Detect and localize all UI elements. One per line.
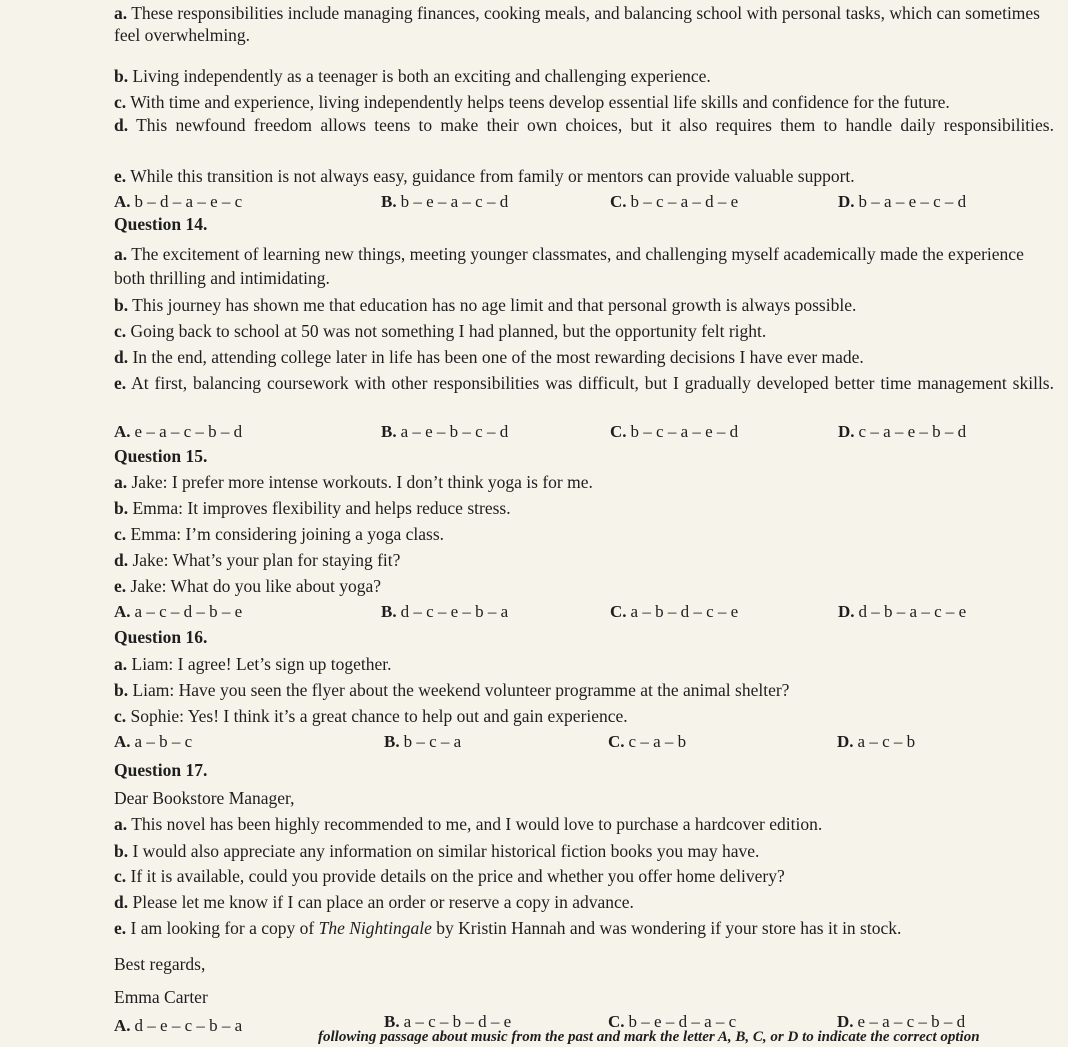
q16-option-b[interactable]: B. b – c – a [384,732,462,751]
q14-item-b: b. This journey has shown me that education has no age limit and that personal growth is always possible. [114,295,857,315]
q13-item-d: d. This newfound freedom allows teens to make their own choices, but it also requires them to handle daily responsibilities. [114,115,1054,135]
q15-option-b[interactable]: B. d – c – e – b – a [381,602,509,621]
footer-instruction: following passage about music from the past and mark the letter A, B, C, or D to indicate the correct option [318,1029,980,1045]
q17-item-e: e. I am looking for a copy of The Nightingale by Kristin Hannah and was wondering if your store has it in stock. [114,918,902,938]
q14-item-c: c. Going back to school at 50 was not something I had planned, but the opportunity felt right. [114,321,767,341]
q14-option-d[interactable]: D. c – a – e – b – d [838,422,967,441]
q16-option-a[interactable]: A. a – b – c [114,732,193,751]
q17-item-c: c. If it is available, could you provide details on the price and whether you offer home delivery? [114,866,785,886]
q13-option-c[interactable]: C. b – c – a – d – e [610,192,739,211]
q15-option-c[interactable]: C. a – b – d – c – e [610,602,739,621]
book-title: The Nightingale [318,918,432,938]
q16-option-c[interactable]: C. c – a – b [608,732,687,751]
q15-item-a: a. Jake: I prefer more intense workouts. I don’t think yoga is for me. [114,472,593,492]
q17-item-b: b. I would also appreciate any information on similar historical fiction books you may have. [114,841,760,861]
q13-option-b[interactable]: B. b – e – a – c – d [381,192,509,211]
q14-item-d: d. In the end, attending college later in life has been one of the most rewarding decisions I have ever made. [114,347,864,367]
q15-option-a[interactable]: A. a – c – d – b – e [114,602,243,621]
q16-item-a: a. Liam: I agree! Let’s sign up together. [114,654,392,674]
q13-item-a: a. These responsibilities include managing finances, cooking meals, and balancing school with personal tasks, which can sometimes feel overwhelming. [114,3,1040,45]
q13-item-c: c. With time and experience, living independently helps teens develop essential life skills and confidence for the future. [114,92,950,112]
q17-signature: Emma Carter [114,987,208,1007]
q17-option-c[interactable]: C. b – e – d – a – c [608,1012,737,1031]
q13-option-d[interactable]: D. b – a – e – c – d [838,192,967,211]
q14-item-e: e. At first, balancing coursework with other responsibilities was difficult, but I gradually developed better time management skills. [114,373,1054,393]
q15-heading: Question 15. [114,446,208,466]
q16-option-d[interactable]: D. a – c – b [837,732,916,751]
q13-item-e: e. While this transition is not always easy, guidance from family or mentors can provide valuable support. [114,166,855,186]
q15-option-d[interactable]: D. d – b – a – c – e [838,602,967,621]
q15-item-e: e. Jake: What do you like about yoga? [114,576,381,596]
q16-heading: Question 16. [114,627,208,647]
q17-closing: Best regards, [114,954,206,974]
q13-item-b: b. Living independently as a teenager is both an exciting and challenging experience. [114,66,711,86]
q15-item-c: c. Emma: I’m considering joining a yoga class. [114,524,445,544]
q13-option-a[interactable]: A. b – d – a – e – c [114,192,243,211]
q17-option-d[interactable]: D. e – a – c – b – d [837,1012,966,1031]
q17-option-b[interactable]: B. a – c – b – d – e [384,1012,512,1031]
q17-salutation: Dear Bookstore Manager, [114,788,295,808]
q17-item-a: a. This novel has been highly recommended to me, and I would love to purchase a hardcover edition. [114,814,823,834]
q17-heading: Question 17. [114,760,208,780]
q15-item-b: b. Emma: It improves flexibility and helps reduce stress. [114,498,511,518]
q14-option-a[interactable]: A. e – a – c – b – d [114,422,243,441]
q17-option-a[interactable]: A. d – e – c – b – a [114,1016,243,1035]
q14-item-a: a. The excitement of learning new things, meeting younger classmates, and challenging myself academically made the experience both thrilling and intimidating. [114,244,1024,288]
q15-item-d: d. Jake: What’s your plan for staying fit? [114,550,401,570]
q16-item-c: c. Sophie: Yes! I think it’s a great chance to help out and gain experience. [114,706,628,726]
q16-item-b: b. Liam: Have you seen the flyer about the weekend volunteer programme at the animal shelter? [114,680,790,700]
q14-option-c[interactable]: C. b – c – a – e – d [610,422,739,441]
q14-heading: Question 14. [114,214,208,234]
q17-item-d: d. Please let me know if I can place an order or reserve a copy in advance. [114,892,634,912]
q14-option-b[interactable]: B. a – e – b – c – d [381,422,509,441]
